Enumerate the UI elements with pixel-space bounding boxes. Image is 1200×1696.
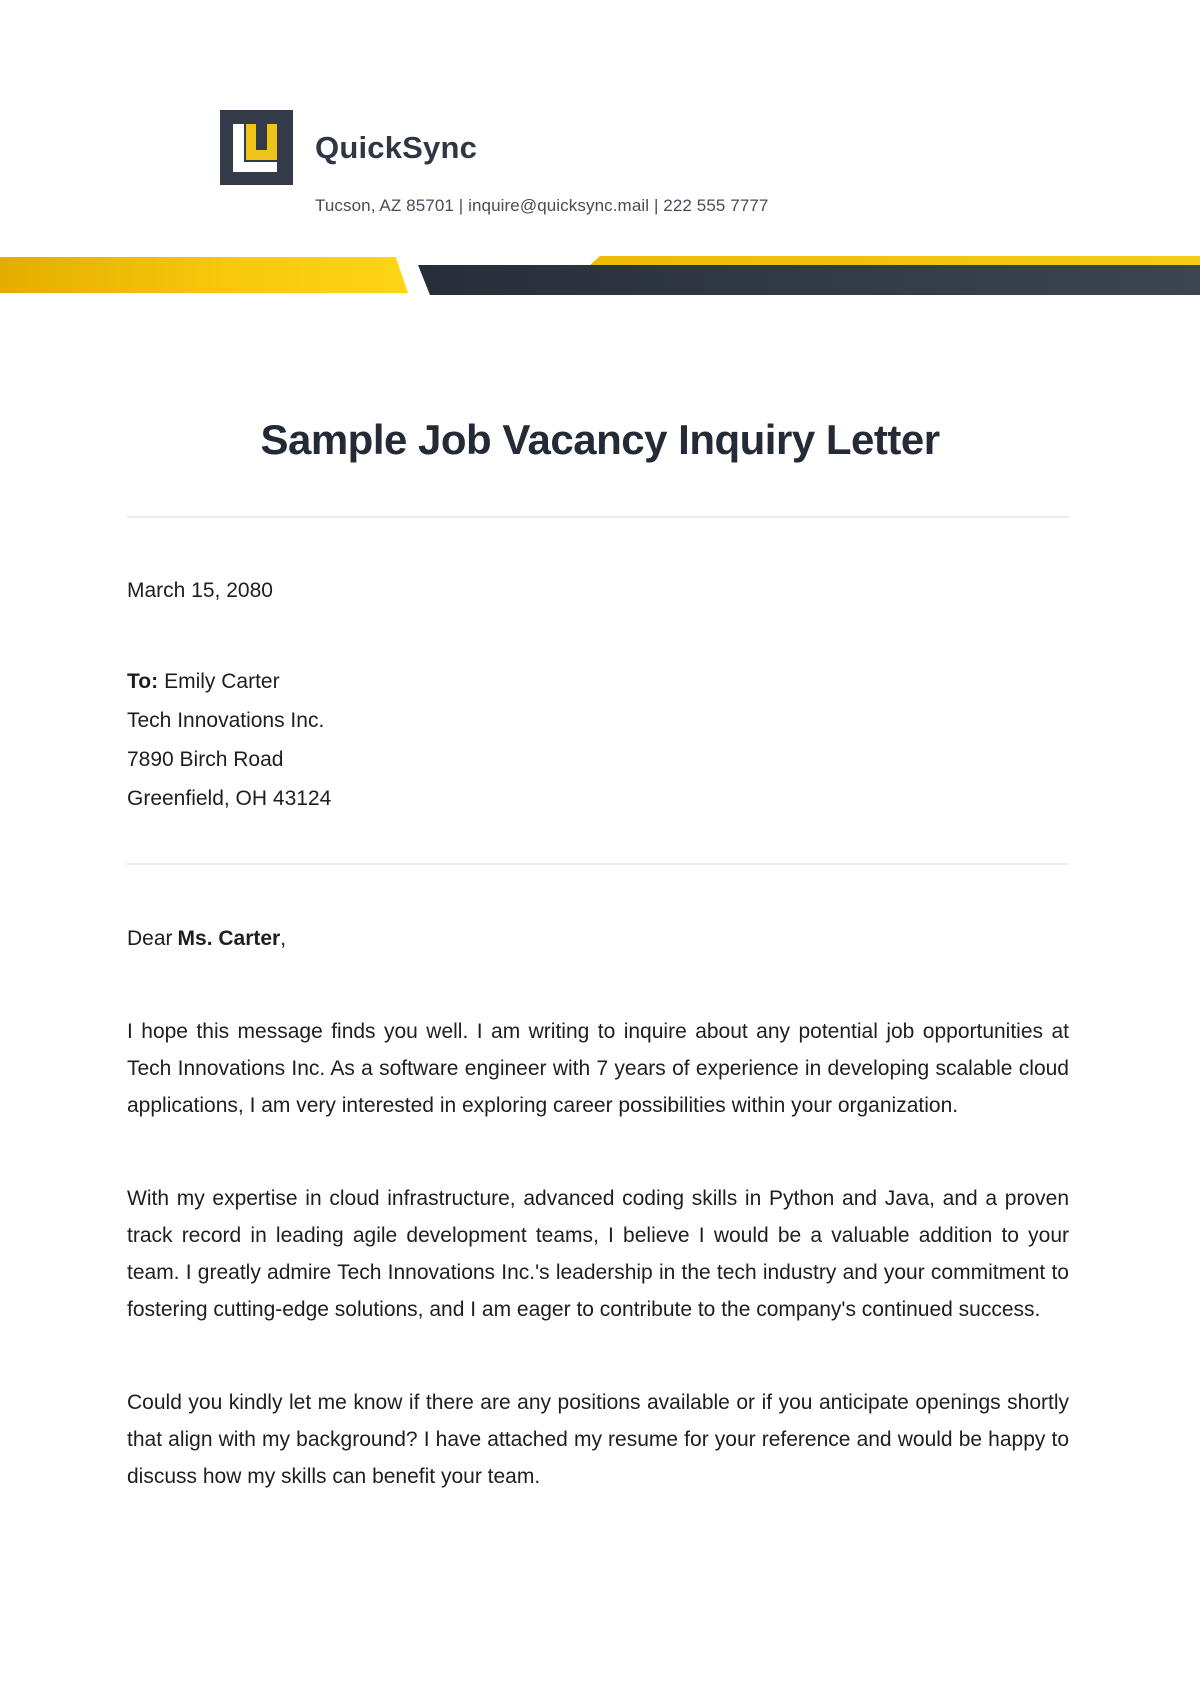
divider	[127, 863, 1069, 865]
banner-yellow-strip	[590, 256, 1200, 265]
salutation-suffix: ,	[280, 927, 287, 950]
recipient-label: To:	[127, 670, 159, 693]
letterhead	[0, 0, 1200, 216]
contact-line: Tucson, AZ 85701 | inquire@quicksync.mail | 222 555 7777	[315, 196, 769, 215]
salutation-prefix: Dear	[127, 927, 173, 950]
quicksync-logo-icon	[220, 110, 293, 185]
banner-dark-band	[418, 265, 1200, 295]
body-paragraph: Could you kindly let me know if there are any positions available or if you anticipate openings shortly that align with my background? I have attached my resume for your reference and would be happy to discuss how my skills can benefit your team.	[127, 1391, 1069, 1488]
salutation-name: Ms. Carter	[177, 927, 281, 950]
page-title: Sample Job Vacancy Inquiry Letter	[260, 416, 940, 463]
recipient-name: Emily Carter	[164, 670, 280, 693]
body-paragraph: With my expertise in cloud infrastructure, advanced coding skills in Python and Java, and a proven track record in leading agile development teams, I believe I would be a valuable addition to your team. I greatly admire Tech Innovations Inc.'s leadership in the tech industry and your commitment to fostering cutting-edge solutions, and I am eager to contribute to the company's continued success.	[127, 1187, 1069, 1321]
body-paragraph: I hope this message finds you well. I am writing to inquire about any potential job opportunities at Tech Innovations Inc. As a software engineer with 7 years of experience in developing scalable cloud applications, I am very interested in exploring career possibilities within your organization.	[127, 1020, 1069, 1117]
letter-content	[127, 516, 1069, 1495]
banner-yellow-band	[0, 257, 408, 293]
recipient-city: Greenfield, OH 43124	[127, 787, 332, 810]
brand-row	[220, 110, 1200, 185]
decorative-banner	[0, 256, 1200, 295]
recipient-block	[127, 662, 1069, 818]
divider	[127, 516, 1069, 518]
recipient-company: Tech Innovations Inc.	[127, 709, 325, 732]
recipient-line-name	[127, 662, 1069, 701]
recipient-street: 7890 Birch Road	[127, 748, 284, 771]
letter-date: March 15, 2080	[127, 579, 273, 602]
brand-name: QuickSync	[315, 129, 478, 165]
salutation	[127, 920, 1069, 957]
